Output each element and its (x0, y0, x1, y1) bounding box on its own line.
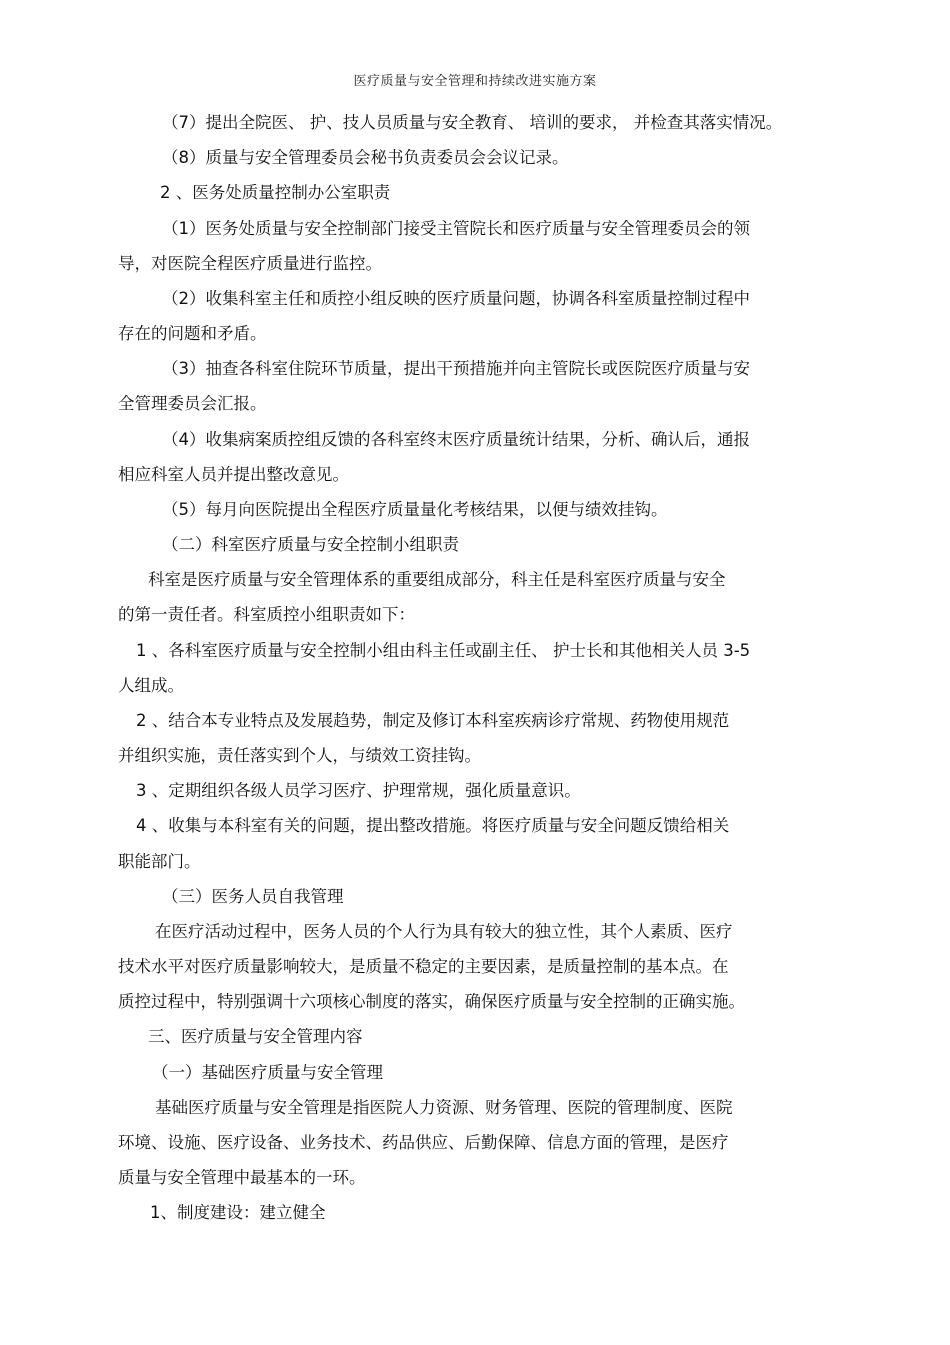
section-heading: （一）基础医疗质量与安全管理 (152, 1063, 383, 1082)
text-line: 基础医疗质量与安全管理是指医院人力资源、财务管理、医院的管理制度、医院 (155, 1098, 733, 1117)
text-line: 2 、结合本专业特点及发展趋势，制定及修订本科室疾病诊疗常规、药物使用规范 (136, 711, 730, 730)
text-line: 全管理委员会汇报。 (118, 394, 267, 413)
text-line: 3 、定期组织各级人员学习医疗、护理常规，强化质量意识。 (136, 781, 581, 800)
text-line: 的第一责任者。科室质控小组职责如下： (118, 605, 415, 624)
text-line: （3）抽查各科室住院环节质量，提出干预措施并向主管院长或医院医疗质量与安 (162, 359, 750, 378)
text-line: （8）质量与安全管理委员会秘书负责委员会会议记录。 (162, 148, 569, 167)
text-line: 1 、各科室医疗质量与安全控制小组由科主任或副主任、 护士长和其他相关人员 3-5 (136, 641, 751, 660)
text-line: 人组成。 (118, 676, 184, 695)
text-line: 1、制度建设：建立健全 (150, 1203, 326, 1222)
text-line: （5）每月向医院提出全程医疗质量量化考核结果，以便与绩效挂钩。 (162, 500, 668, 519)
text-line: 质控过程中，特别强调十六项核心制度的落实，确保医疗质量与安全控制的正确实施。 (118, 992, 745, 1011)
text-line: 科室是医疗质量与安全管理体系的重要组成部分，科主任是科室医疗质量与安全 (148, 570, 726, 589)
text-line: 导，对医院全程医疗质量进行监控。 (118, 254, 382, 273)
text-line: 相应科室人员并提出整改意见。 (118, 465, 349, 484)
text-line: 并组织实施，责任落实到个人，与绩效工资挂钩。 (118, 746, 481, 765)
text-line: （7）提出全院医、 护、技人员质量与安全教育、 培训的要求， 并检查其落实情况。 (162, 113, 783, 132)
section-heading: 三、医疗质量与安全管理内容 (148, 1027, 363, 1046)
text-line: （2）收集科室主任和质控小组反映的医疗质量问题，协调各科室质量控制过程中 (162, 289, 750, 308)
text-line: 环境、设施、医疗设备、业务技术、药品供应、后勤保障、信息方面的管理，是医疗 (118, 1133, 729, 1152)
text-line: 质量与安全管理中最基本的一环。 (118, 1168, 366, 1187)
text-line: 在医疗活动过程中，医务人员的个人行为具有较大的独立性，其个人素质、医疗 (155, 922, 733, 941)
text-line: （1）医务处质量与安全控制部门接受主管院长和医疗质量与安全管理委员会的领 (162, 219, 750, 238)
text-line: 存在的问题和矛盾。 (118, 324, 267, 343)
text-line: （4）收集病案质控组反馈的各科室终末医疗质量统计结果，分析、确认后，通报 (162, 430, 750, 449)
section-heading: 2 、医务处质量控制办公室职责 (160, 183, 391, 202)
section-heading: （三）医务人员自我管理 (162, 887, 344, 906)
text-line: 技术水平对医疗质量影响较大，是质量不稳定的主要因素，是质量控制的基本点。在 (118, 957, 729, 976)
text-line: 4 、收集与本科室有关的问题，提出整改措施。将医疗质量与安全问题反馈给相关 (136, 816, 730, 835)
section-heading: （二）科室医疗质量与安全控制小组职责 (162, 535, 459, 554)
text-line: 职能部门。 (118, 852, 201, 871)
page-header: 医疗质量与安全管理和持续改进实施方案 (353, 74, 597, 89)
